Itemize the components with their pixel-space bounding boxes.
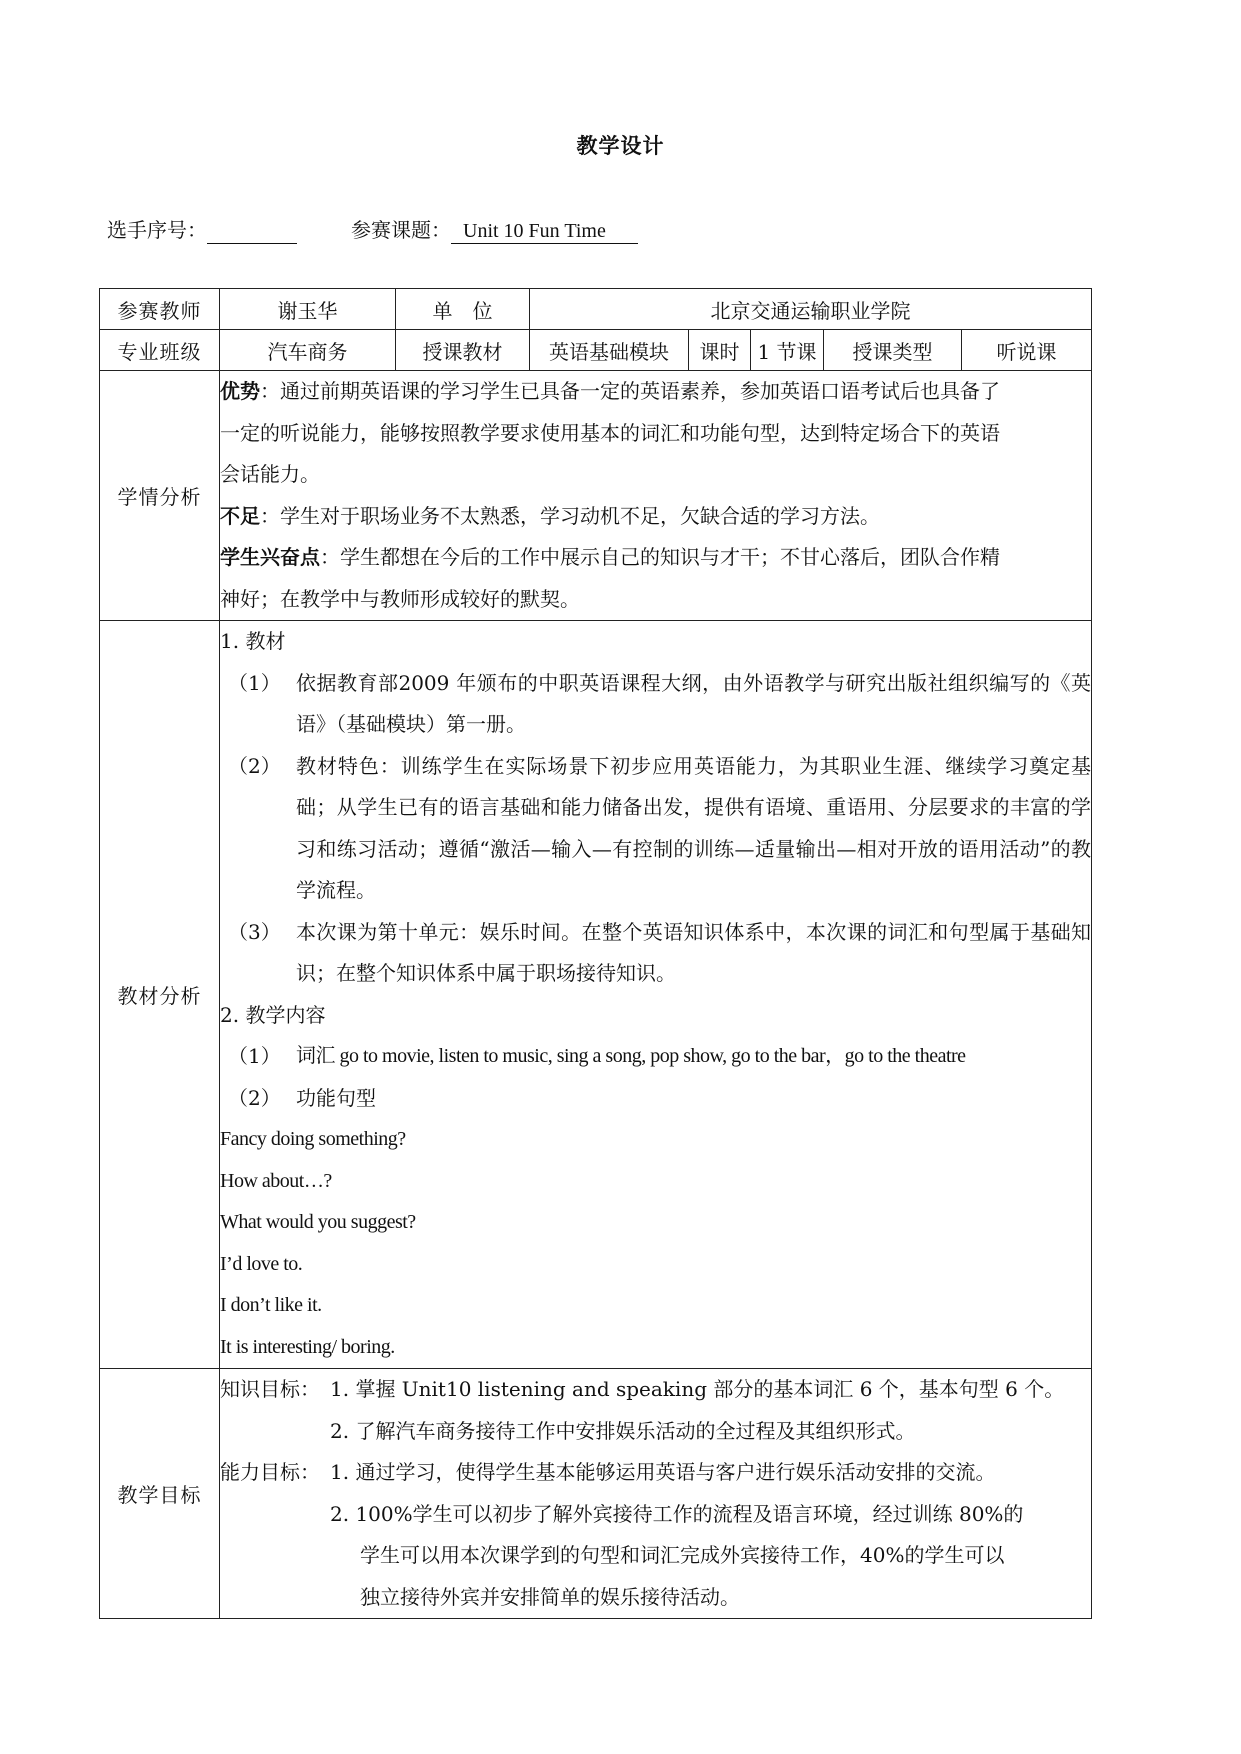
ability-goal-2b: 学生可以用本次课学到的句型和词汇完成外宾接待工作，40%的学生可以: [360, 1543, 1005, 1567]
material-item-3-text: 本次课为第十单元：娱乐时间。在整个英语知识体系中，本次课的词汇和句型属于基础知识；在整个知识体系中属于职场接待知识。: [296, 919, 1092, 985]
material-item-2-num: （2）: [228, 753, 281, 778]
advantage-heading: 优势: [220, 379, 260, 403]
sentence-2: How about…?: [220, 1169, 332, 1192]
analysis-row: [100, 371, 1092, 621]
vocab-text: 词汇 go to movie, listen to music, sing a song, pop show, go to the bar，go to the theatre: [296, 1045, 966, 1067]
function-item: [220, 1078, 1091, 1120]
contestant-label: 选手序号：: [107, 218, 207, 242]
material-item-3: [220, 912, 1091, 995]
ability-goal-2c: 独立接待外宾并安排简单的娱乐接待活动。: [360, 1584, 740, 1609]
interest-line-1: [220, 537, 1091, 579]
info-row-2: [100, 330, 1092, 371]
knowledge-goal-2: 2. 了解汽车商务接待工作中安排娱乐活动的全过程及其组织形式。: [330, 1418, 916, 1443]
analysis-content: [220, 371, 1092, 621]
sentence-3: What would you suggest?: [220, 1211, 416, 1233]
hours-label: 课时: [689, 330, 751, 371]
textbook-label: 授课教材: [396, 330, 530, 371]
meta-line: [107, 214, 638, 244]
weakness-line: [220, 496, 1091, 538]
ability-goal-2a: 2. 100%学生可以初步了解外宾接待工作的流程及语言环境，经过训练 80%的: [330, 1501, 1024, 1526]
contestant-number-blank[interactable]: [207, 221, 297, 244]
function-text: 功能句型: [296, 1085, 376, 1110]
document-title: 教学设计: [576, 133, 665, 158]
textbook-value: 英语基础模块: [530, 330, 689, 371]
type-label: 授课类型: [824, 330, 962, 371]
info-row-1: [100, 289, 1092, 330]
sentence-1: Fancy doing something?: [220, 1128, 406, 1150]
vocab-item: [220, 1036, 1091, 1078]
ability-goal-label: 能力目标：: [220, 1460, 320, 1484]
goals-label: 教学目标: [100, 1369, 220, 1619]
material-row: [100, 621, 1092, 1369]
knowledge-goal-1: 1. 掌握 Unit10 listening and speaking 部分的基本词汇 6 个，基本句型 6 个。: [330, 1377, 1065, 1401]
topic-value: Unit 10 Fun Time: [451, 220, 638, 244]
type-value: 听说课: [962, 330, 1092, 371]
weakness-text: ：学生对于职场业务不太熟悉，学习动机不足，欠缺合适的学习方法。: [260, 503, 880, 528]
advantage-line-3: 会话能力。: [220, 462, 320, 486]
sentence-5: I don’t like it.: [220, 1294, 322, 1316]
material-section-1: 1. 教材: [220, 629, 286, 653]
ability-goal-line-1: [220, 1452, 1091, 1494]
lesson-design-table: [99, 288, 1092, 1619]
unit-value: 北京交通运输职业学院: [530, 289, 1092, 330]
class-value: 汽车商务: [220, 330, 396, 371]
goals-content: [220, 1369, 1092, 1619]
class-label: 专业班级: [100, 330, 220, 371]
sentence-4: I’d love to.: [220, 1252, 303, 1275]
material-item-1: [220, 663, 1091, 746]
interest-text-1: ：学生都想在今后的工作中展示自己的知识与才干；不甘心落后，团队合作精: [320, 545, 1000, 569]
material-item-1-num: （1）: [228, 670, 281, 695]
knowledge-goal-line-1: [220, 1369, 1091, 1411]
unit-label: 单 位: [396, 289, 530, 330]
knowledge-goal-label: 知识目标：: [220, 1377, 320, 1401]
analysis-label: 学情分析: [100, 371, 220, 621]
material-item-2-text: 教材特色：训练学生在实际场景下初步应用英语能力，为其职业生涯、继续学习奠定基础；从学生已有的语言基础和能力储备出发，提供有语境、重语用、分层要求的丰富的学习和练习活动；遵循“激活—输入—有控制的训练—适量输出—相对开放的语用活动”的教学流程。: [296, 753, 1092, 902]
material-section-2: 2. 教学内容: [220, 1002, 326, 1027]
topic-label: 参赛课题：: [351, 218, 451, 242]
material-content: [220, 621, 1092, 1369]
material-item-2: [220, 746, 1091, 912]
teacher-value: 谢玉华: [220, 289, 396, 330]
material-item-1-text: 依据教育部2009 年颁布的中职英语课程大纲，由外语教学与研究出版社组织编写的《英语》（基础模块）第一册。: [296, 670, 1092, 736]
teacher-label: 参赛教师: [100, 289, 220, 330]
vocab-num: （1）: [228, 1044, 281, 1068]
hours-value: 1 节课: [751, 330, 824, 371]
material-item-3-num: （3）: [228, 919, 281, 944]
advantage-line-1: [220, 371, 1091, 413]
interest-heading: 学生兴奋点: [220, 545, 320, 569]
ability-goal-1: 1. 通过学习，使得学生基本能够运用英语与客户进行娱乐活动安排的交流。: [330, 1460, 996, 1484]
material-label: 教材分析: [100, 621, 220, 1369]
advantage-line-2: 一定的听说能力，能够按照教学要求使用基本的词汇和功能句型，达到特定场合下的英语: [220, 420, 1000, 445]
advantage-text-1: ：通过前期英语课的学习学生已具备一定的英语素养，参加英语口语考试后也具备了: [260, 379, 1000, 403]
goals-row: [100, 1369, 1092, 1619]
sentence-6: It is interesting/ boring.: [220, 1335, 395, 1358]
weakness-heading: 不足: [220, 503, 260, 528]
function-num: （2）: [228, 1085, 281, 1110]
interest-line-2: 神好；在教学中与教师形成较好的默契。: [220, 586, 580, 611]
